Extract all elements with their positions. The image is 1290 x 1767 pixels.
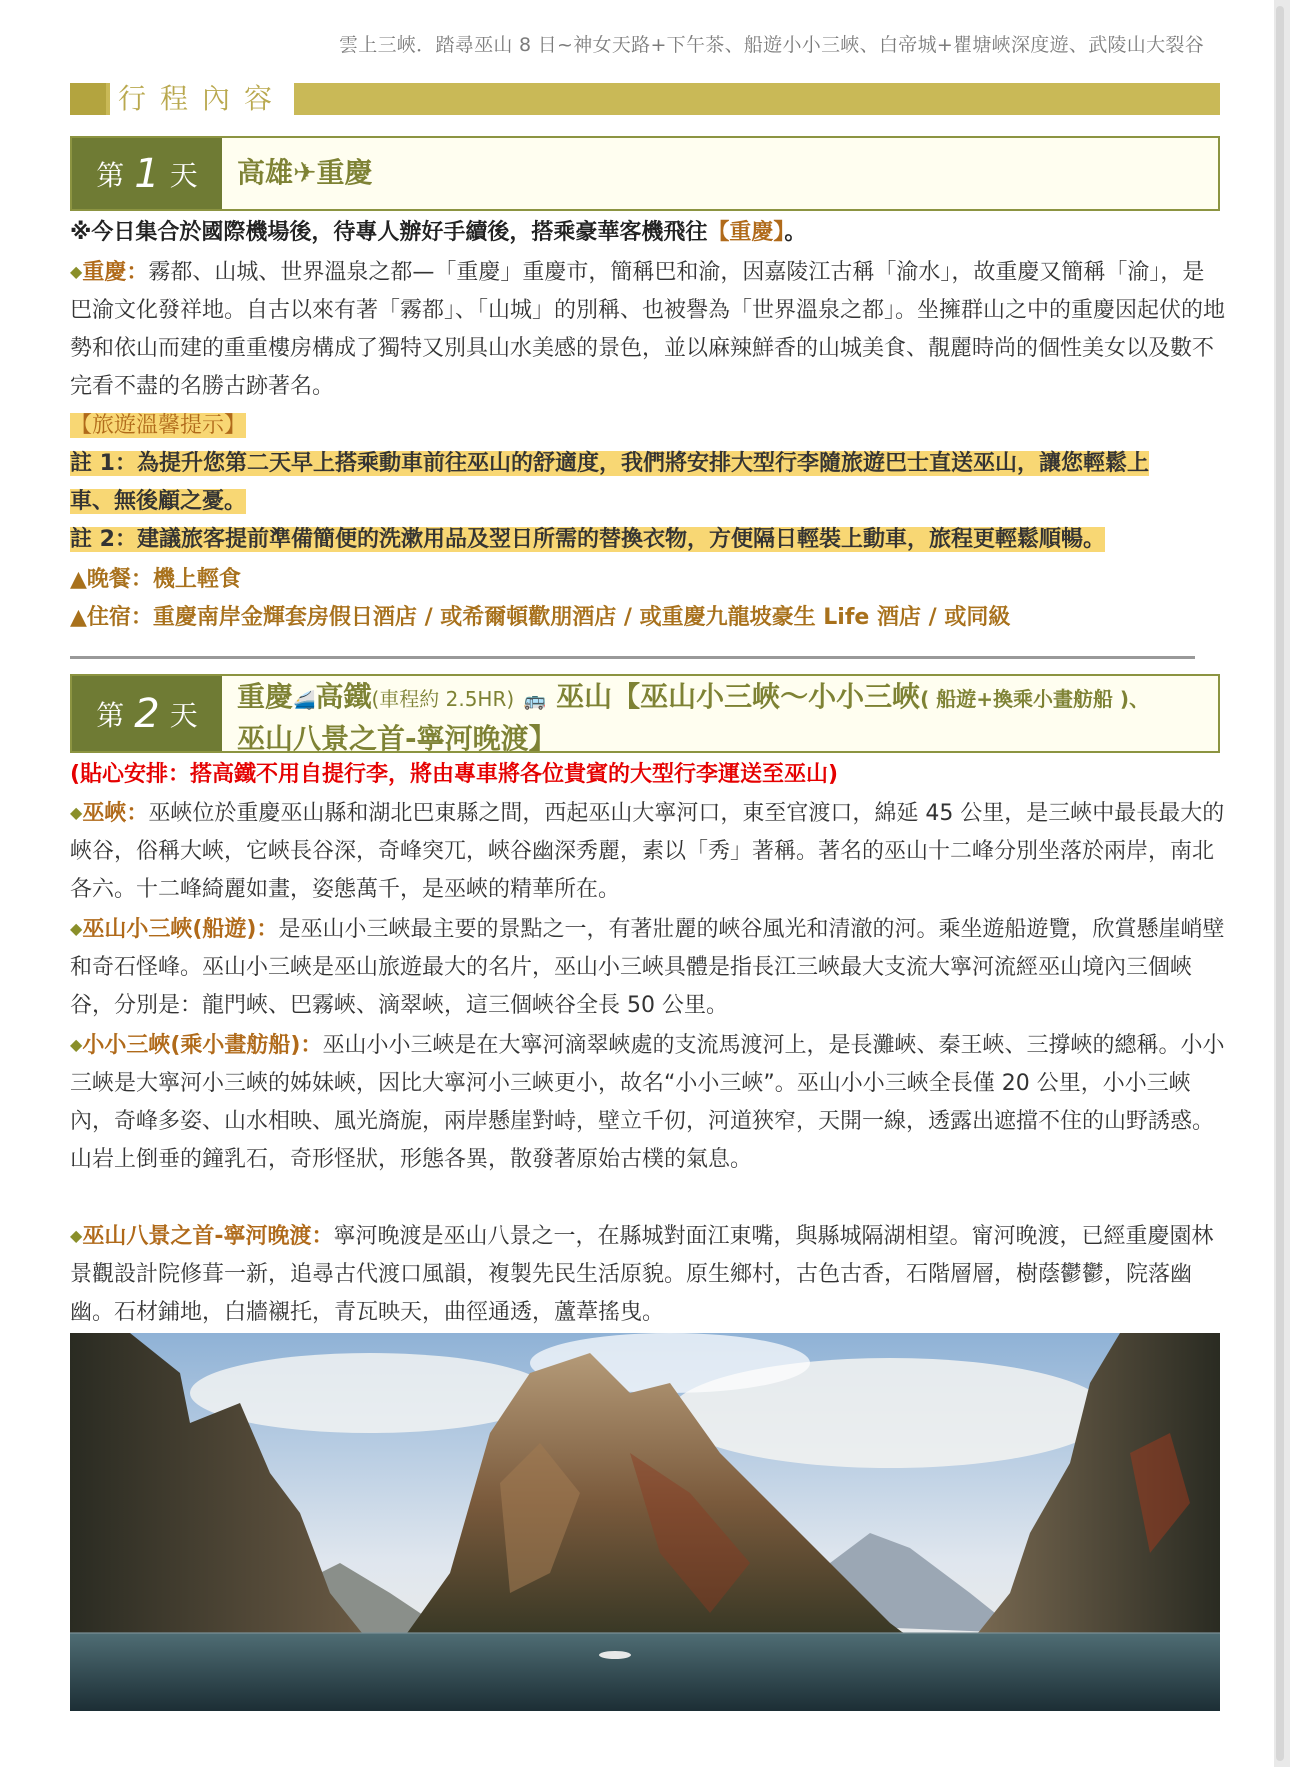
airplane-icon: ✈: [293, 156, 317, 189]
day1-meal: ▲晚餐：機上輕食: [70, 567, 241, 592]
tip-1-cont: 車、無後顧之憂。: [70, 489, 247, 514]
day2-number: 2: [134, 690, 160, 737]
tips-title: 【旅遊溫馨提示】: [70, 413, 247, 438]
day1-title: 高雄✈重慶: [237, 156, 373, 189]
ninghe-paragraph: ◆巫山八景之首-寧河晚渡：寧河晚渡是巫山八景之一，在縣城對面江東嘴，與縣城隔湖相望。甯河晚渡，已經重慶園林景觀設計院修葺一新，追尋古代渡口風韻，複製先民生活原貌。原生鄉村，古色古香，石階層層，樹蔭鬱鬱，院落幽幽。石材鋪地，白牆襯托，青瓦映天，曲徑通透，蘆葦搖曳。: [70, 1224, 1214, 1325]
chongqing-paragraph: ◆重慶：霧都、山城、世界溫泉之都—「重慶」重慶市，簡稱巴和渝，因嘉陵江古稱「渝水」，故重慶又簡稱「渝」，是巴渝文化發祥地。自古以來有著「霧都」、「山城」的別稱、也被譽為「世界溫泉之都」。坐擁群山之中的重慶因起伏的地勢和依山而建的重重樓房構成了獨特又別具山水美感的景色，並以麻辣鮮香的山城美食、靚麗時尚的個性美女以及數不完看不盡的名勝古跡著名。: [70, 260, 1226, 399]
day2-arrangement: (貼心安排：搭高鐵不用自提行李，將由專車將各位貴賓的大型行李運送至巫山): [70, 762, 839, 787]
train-icon: 🚄: [293, 690, 316, 711]
day1-badge: 第 1 天: [72, 138, 222, 209]
day1-number: 1: [134, 150, 160, 197]
section-title: 行程內容: [110, 81, 294, 117]
tip-1: 註 1：為提升您第二天早上搭乘動車前往巫山的舒適度，我們將安排大型行李隨旅遊巴士直送巫山，讓您輕鬆上: [70, 451, 1149, 476]
gorge-landscape-photo: [70, 1333, 1220, 1711]
day2-badge: 第 2 天: [72, 676, 222, 751]
section-title-bar: [70, 83, 1220, 115]
day2-header: [70, 674, 1220, 753]
bus-icon: 🚌: [523, 690, 547, 711]
travel-tips: [70, 407, 1225, 559]
day2-title: 重慶🚄高鐵(車程約 2.5HR) 🚌 巫山【巫山小三峽～小小三峽( 船遊+換乘小畫舫船 )、 巫山八景之首-寧河晚渡】: [237, 680, 1150, 755]
mini-three-gorges-paragraph: ◆小小三峽(乘小畫舫船)：巫山小小三峽是在大寧河滴翠峽處的支流馬渡河上，是長灘峽、秦王峽、三撐峽的總稱。小小三峽是大寧河小三峽的姊妹峽，因比大寧河小三峽更小，故名“小小三峽”。巫山小小三峽全長僅 20 公里，小小三峽內，奇峰多姿、山水相映、風光旖旎，兩岸懸崖對峙，壁立千仞，河道狹窄，天開一線，透露出遮擋不住的山野誘惑。山岩上倒垂的鐘乳石，奇形怪狀，形態各異，散發著原始古樸的氣息。: [70, 1033, 1225, 1172]
small-three-gorges-paragraph: ◆巫山小三峽(船遊)：是巫山小三峽最主要的景點之一，有著壯麗的峽谷風光和清澈的河。乘坐遊船遊覽，欣賞懸崖峭壁和奇石怪峰。巫山小三峽是巫山旅遊最大的名片，巫山小三峽具體是指長江三峽最大支流大寧河流經巫山境內三個峽谷，分別是：龍門峽、巴霧峽、滴翠峽，這三個峽谷全長 50 公里。: [70, 917, 1225, 1018]
bullet-icon: ◆: [70, 1226, 83, 1245]
bullet-icon: ◆: [70, 262, 83, 281]
wuxia-paragraph: ◆巫峽：巫峽位於重慶巫山縣和湖北巴東縣之間，西起巫山大寧河口，東至官渡口，綿延 45 公里，是三峽中最長最大的峽谷，俗稱大峽，它峽長谷深，奇峰突兀，峽谷幽深秀麗，素以「秀」著稱。著名的巫山十二峰分別坐落於兩岸，南北各六。十二峰綺麗如畫，姿態萬千，是巫峽的精華所在。: [70, 801, 1225, 902]
tip-2: 註 2：建議旅客提前準備簡便的洗漱用品及翌日所需的替換衣物，方便隔日輕裝上動車，旅程更輕鬆順暢。: [70, 527, 1105, 552]
bullet-icon: ◆: [70, 919, 83, 938]
scrollbar[interactable]: [1276, 6, 1284, 1761]
bullet-icon: ◆: [70, 1035, 83, 1054]
day1-hotel: ▲住宿：重慶南岸金輝套房假日酒店 / 或希爾頓歡朋酒店 / 或重慶九龍坡豪生 Life 酒店 / 或同級: [70, 605, 1011, 630]
section-bar-lead: [70, 83, 106, 115]
document-header: 雲上三峽．踏尋巫山 8 日~神女天路+下午茶、船遊小小三峽、白帝城+瞿塘峽深度遊、武陵山大裂谷: [338, 34, 1204, 56]
gorge-photo-illustration: [70, 1333, 1220, 1711]
section-divider: [70, 656, 1195, 659]
day1-header: [70, 136, 1220, 211]
bullet-icon: ◆: [70, 803, 83, 822]
day1-intro: ※今日集合於國際機場後，待專人辦好手續後，搭乘豪華客機飛往【重慶】。: [70, 220, 807, 245]
